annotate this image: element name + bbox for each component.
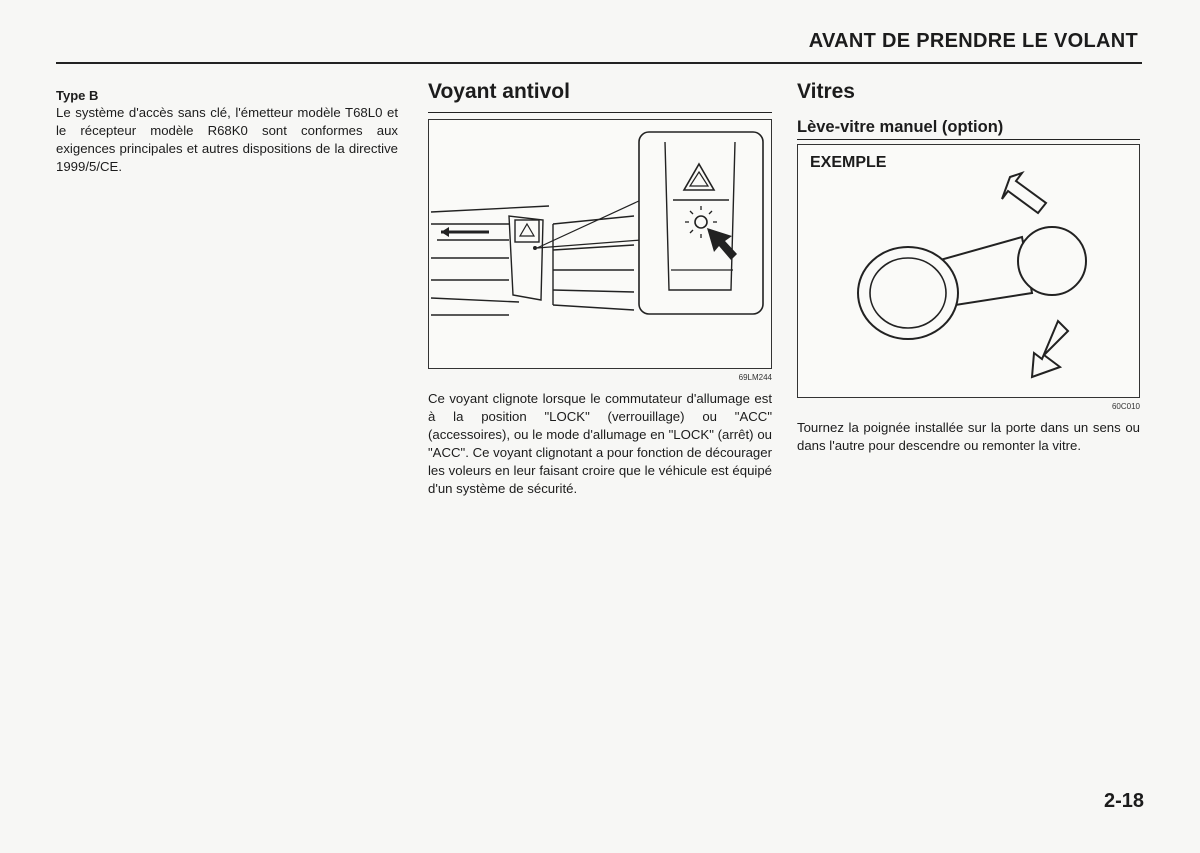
type-b-paragraph: Le système d'accès sans clé, l'émetteur modèle T68L0 et le récepteur modèle R68K0 sont conformes aux exigences principales et autres dispositions de la directive 1999/5/CE. [56, 105, 398, 174]
voyant-antivol-paragraph: Ce voyant clignote lorsque le commutateur d'allumage est à la position "LOCK" (verrouillage) ou "ACC" (accessoires), ou le mode d'allumage en "LOCK" (arrêt) ou "ACC". Ce voyant clignotant a pour fonction de décourager les voleurs en leur faisant croire que le véhicule est équipé d'un système de sécurité. [428, 391, 772, 496]
window-crank-figure [797, 144, 1140, 398]
vitres-title: Vitres [797, 80, 855, 103]
leve-vitre-subtitle: Lève-vitre manuel (option) [797, 118, 1004, 136]
right-column [797, 80, 1140, 455]
figure-example-label: EXEMPLE [810, 154, 887, 171]
left-column [56, 80, 398, 176]
figure-code: 60C010 [1111, 402, 1140, 411]
vitres-paragraph: Tournez la poignée installée sur la porte dans un sens ou dans l'autre pour descendre ou remonter la vitre. [797, 420, 1140, 453]
dashboard-illustration [429, 120, 771, 368]
figure-top-rule [428, 112, 772, 113]
header-divider [56, 62, 1142, 64]
voyant-antivol-title: Voyant antivol [428, 80, 570, 103]
page-number: 2-18 [1103, 790, 1144, 812]
page-header-title: AVANT DE PRENDRE LE VOLANT [808, 30, 1138, 52]
figure-top-rule [797, 139, 1140, 140]
figure-code: 69LM244 [738, 373, 772, 382]
middle-column [428, 80, 772, 498]
type-b-heading: Type B [56, 88, 99, 103]
antivol-indicator-figure [428, 119, 772, 369]
window-crank-illustration [798, 145, 1139, 397]
